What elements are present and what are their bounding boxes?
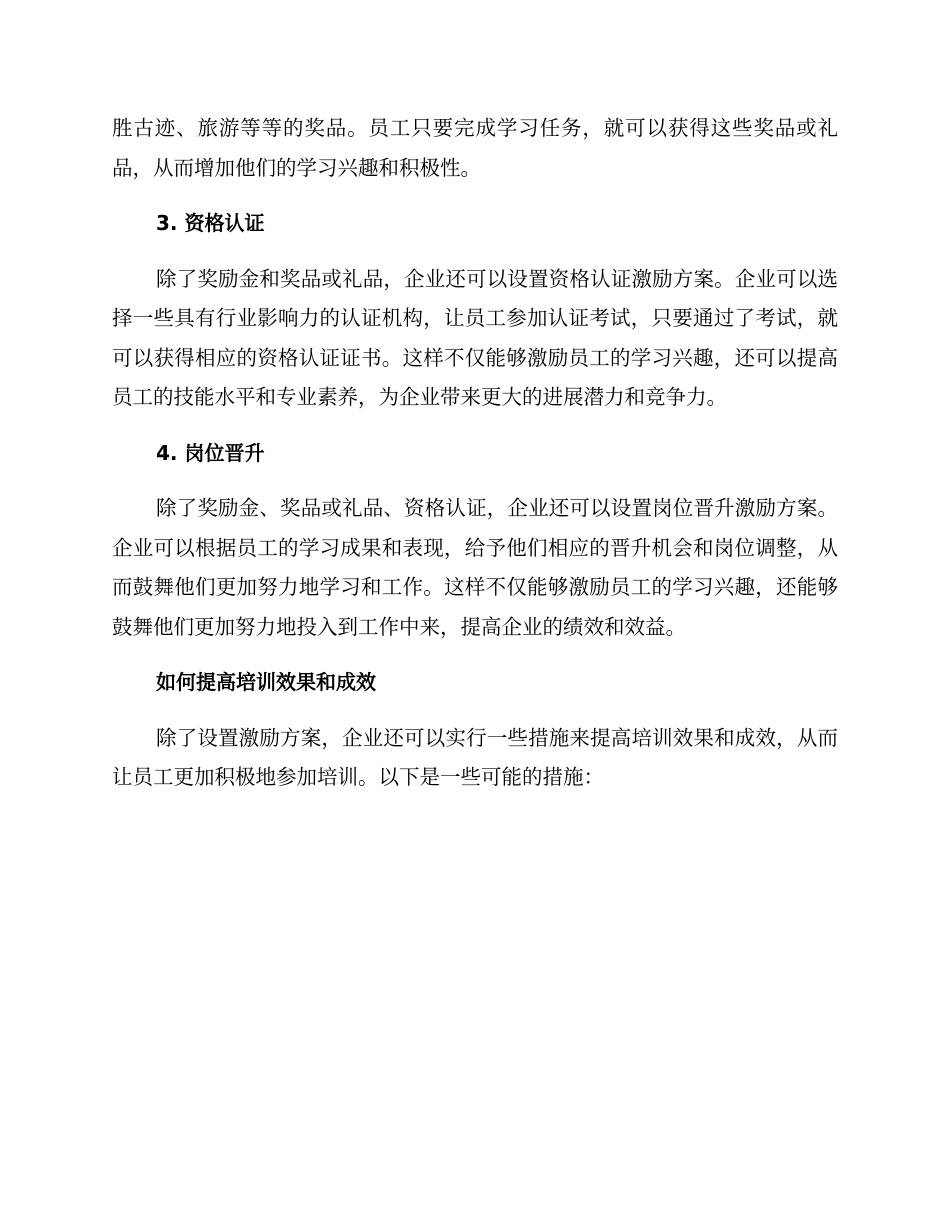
- heading-qualification-certification: 3. 资格认证: [156, 211, 265, 235]
- paragraph-improve-training-effect: 除了设置激励方案，企业还可以实行一些措施来提高培训效果和成效，从而让员工更加积极地参加培训。以下是一些可能的措施：: [112, 725, 838, 789]
- paragraph-job-promotion: 除了奖励金、奖品或礼品、资格认证，企业还可以设置岗位晋升激励方案。企业可以根据员工的学习成果和表现，给予他们相应的晋升机会和岗位调整，从而鼓舞他们更加努力地学习和工作。这样不仅能够激励员工的学习兴趣，还能够鼓舞他们更加努力地投入到工作中来，提高企业的绩效和效益。: [112, 496, 838, 639]
- heading-improve-training-effect: 如何提高培训效果和成效: [156, 670, 376, 694]
- heading-job-promotion: 4. 岗位晋升: [156, 440, 265, 465]
- document-page: [112, 109, 838, 798]
- paragraph-prize-continuation: 胜古迹、旅游等等的奖品。员工只要完成学习任务，就可以获得这些奖品或礼品，从而增加他们的学习兴趣和积极性。: [112, 116, 838, 180]
- paragraph-qualification-certification: 除了奖励金和奖品或礼品，企业还可以设置资格认证激励方案。企业可以选择一些具有行业影响力的认证机构，让员工参加认证考试，只要通过了考试，就可以获得相应的资格认证证书。这样不仅能够激励员工的学习兴趣，还可以提高员工的技能水平和专业素养，为企业带来更大的进展潜力和竞争力。: [112, 266, 838, 409]
